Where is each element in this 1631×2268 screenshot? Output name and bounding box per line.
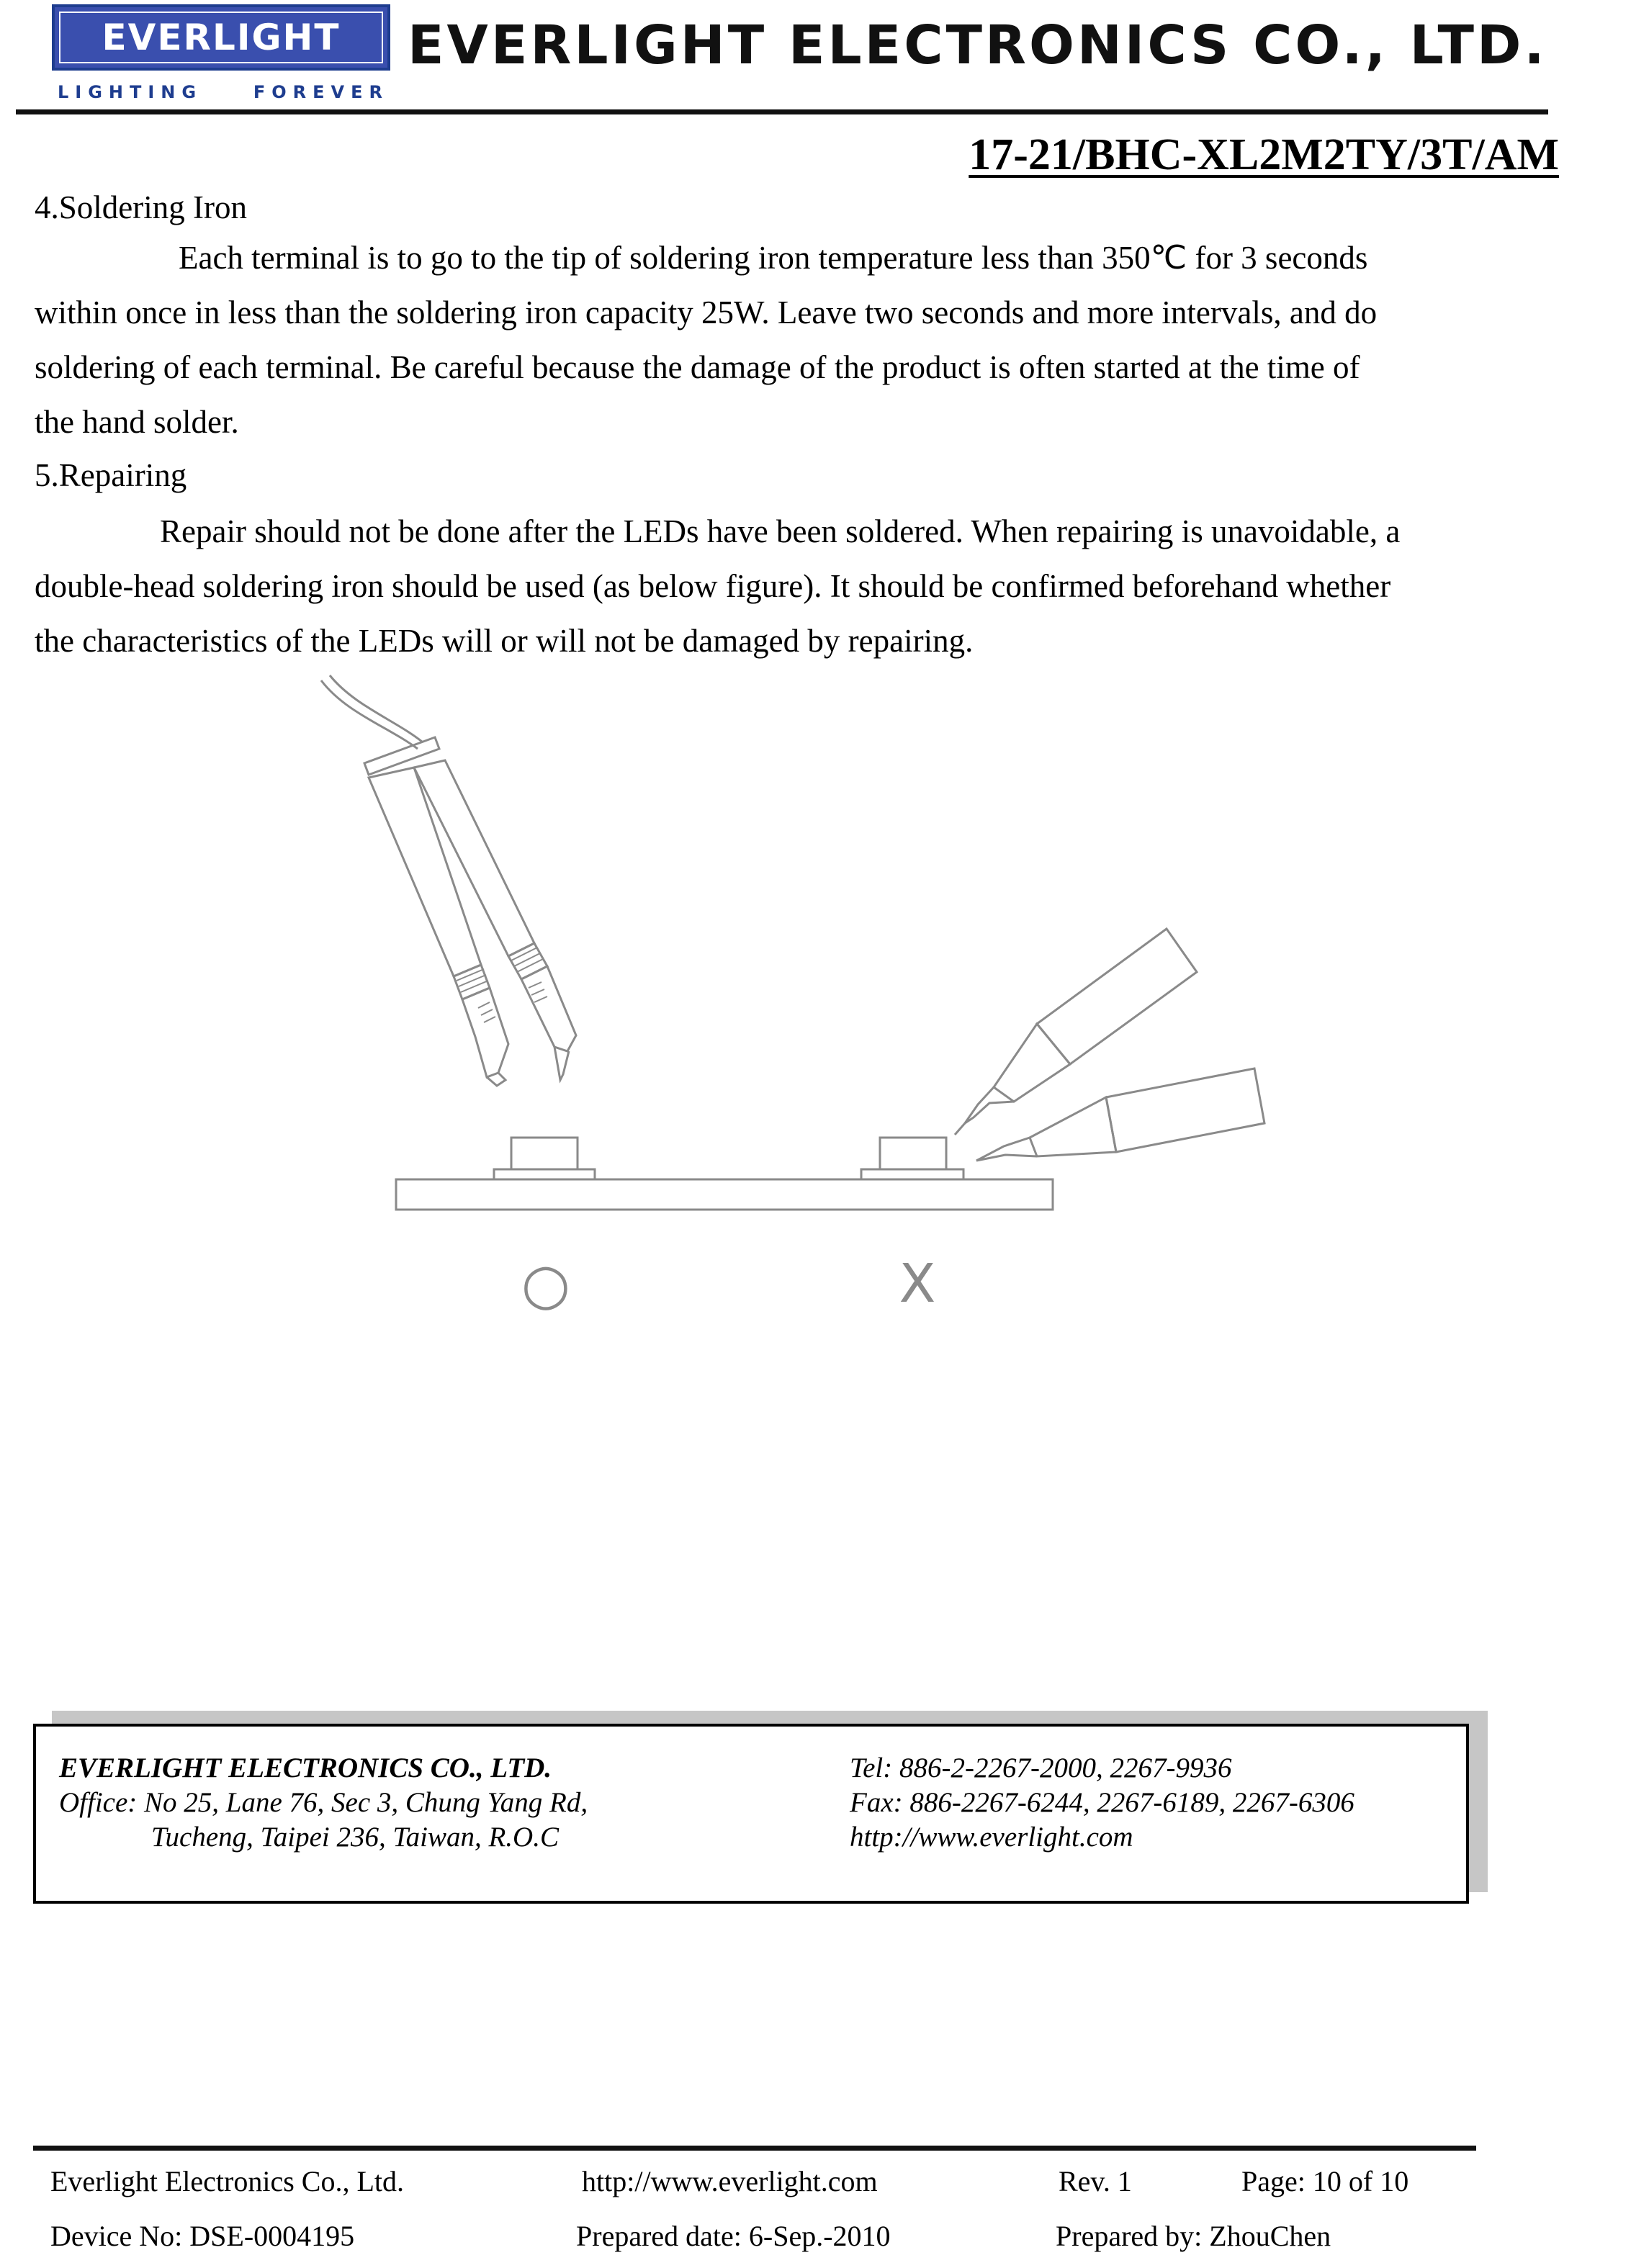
contact-office-line1: Office: No 25, Lane 76, Sec 3, Chung Yang Rd, [59,1787,588,1818]
led-left-body [511,1138,578,1169]
section-body-soldering-iron [35,230,1554,449]
logo-tagline-right: FOREVER [253,82,389,102]
paragraph-line: the characteristics of the LEDs will or will not be damaged by repairing. [35,623,974,659]
single-iron-upper [1037,929,1197,1064]
iron-collar [364,737,439,775]
footer-prepared-date: Prepared date: 6-Sep.-2010 [576,2220,891,2252]
good-mark: ○ [521,1252,571,1317]
section-heading-soldering-iron: 4.Soldering Iron [35,189,247,225]
contact-tel: Tel: 886-2-2267-2000, 2267-9936 [850,1752,1232,1783]
iron-cable [330,675,422,742]
footer-page-number: Page: 10 of 10 [1241,2165,1409,2197]
section-body-repairing [35,504,1554,668]
iron-cable [321,680,418,749]
contact-address [59,1751,588,1855]
double-head-iron-left-arm [369,768,481,976]
paragraph-line: soldering of each terminal. Be careful because the damage of the product is often started at the time of [35,349,1360,385]
contact-details [850,1751,1354,1855]
footer-revision: Rev. 1 [1059,2165,1132,2197]
logo-tagline [58,82,389,102]
everlight-logo [52,4,390,71]
paragraph-line: the hand solder. [35,404,239,440]
company-title: EVERLIGHT ELECTRONICS CO., LTD. [408,14,1547,76]
led-right-pads [861,1169,963,1179]
logo-text: EVERLIGHT [59,12,383,63]
footer-divider [33,2146,1476,2151]
led-left-pads [494,1169,595,1179]
footer-prepared-by: Prepared by: ZhouChen [1056,2220,1331,2252]
paragraph-line: within once in less than the soldering iron capacity 25W. Leave two seconds and more intervals, and do [35,294,1378,330]
contact-fax: Fax: 886-2267-6244, 2267-6189, 2267-6306 [850,1787,1354,1818]
header-divider [16,109,1548,114]
bad-mark: X [899,1253,936,1315]
paragraph-line: double-head soldering iron should be used (as below figure). It should be confirmed beforehand whether [35,568,1391,604]
footer-website: http://www.everlight.com [582,2165,878,2197]
contact-office-line2: Tucheng, Taipei 236, Taiwan, R.O.C [151,1822,559,1853]
paragraph-line: Repair should not be done after the LEDs have been soldered. When repairing is unavoidable, a [160,513,1401,549]
footer-device-number: Device No: DSE-0004195 [50,2220,355,2252]
led-right-body [880,1138,946,1169]
double-head-iron-right-arm [414,760,534,956]
logo-tagline-left: LIGHTING [58,82,203,102]
contact-company: EVERLIGHT ELECTRONICS CO., LTD. [59,1752,552,1783]
paragraph-line: Each terminal is to go to the tip of soldering iron temperature less than 350℃ for 3 seconds [179,240,1368,276]
section-heading-repairing: 5.Repairing [35,457,187,493]
contact-box [33,1724,1469,1904]
footer-company: Everlight Electronics Co., Ltd. [50,2165,404,2197]
single-iron-lower [1106,1068,1264,1152]
part-number: 17-21/BHC-XL2M2TY/3T/AM [969,130,1559,179]
pcb-board [396,1179,1053,1210]
contact-web: http://www.everlight.com [850,1822,1133,1853]
